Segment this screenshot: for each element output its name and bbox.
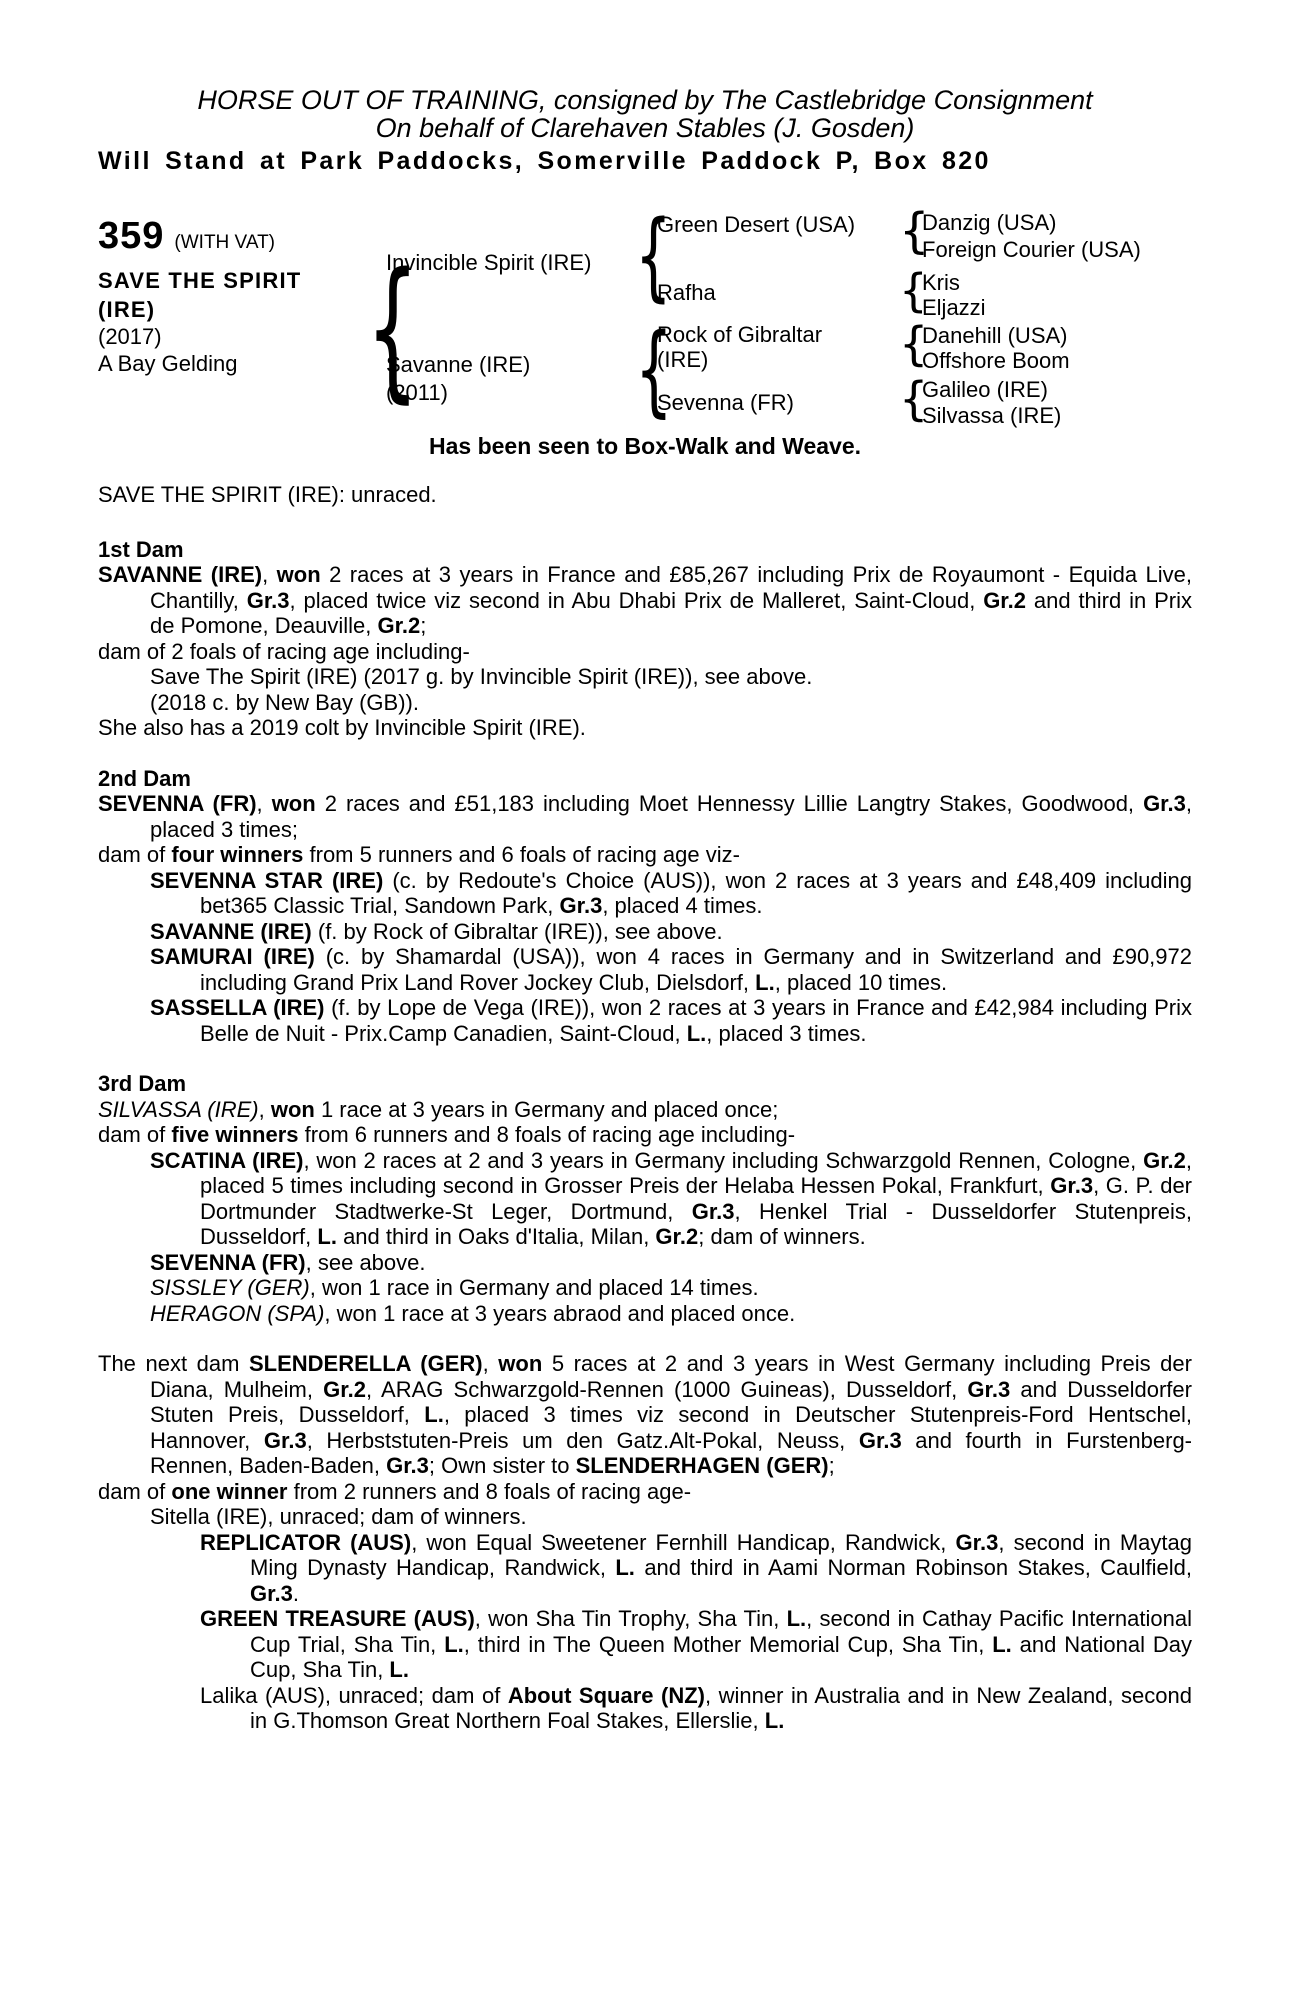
catalogue-paragraph: SASSELLA (IRE) (f. by Lope de Vega (IRE)), won 2 races at 3 years in France and £42,984 including Prix Belle de Nuit - Prix.Camp Canadien, Saint-Cloud, L., placed 3 times. — [150, 995, 1192, 1046]
catalogue-paragraph: SAMURAI (IRE) (c. by Shamardal (USA)), won 4 races in Germany and in Switzerland and £90,972 including Grand Prix Land Rover Jockey Club, Dielsdorf, L., placed 10 times. — [150, 944, 1192, 995]
horse-description: A Bay Gelding — [98, 351, 238, 376]
great-granddam-name: Foreign Courier (USA) — [922, 237, 1141, 262]
great-grandsire-name: Kris — [922, 270, 960, 295]
catalogue-paragraph: SEVENNA STAR (IRE) (c. by Redoute's Choice (AUS)), won 2 races at 3 years and £48,409 including bet365 Classic Trial, Sandown Park, Gr.3, placed 4 times. — [150, 867, 1192, 918]
horse-foaling-year: (2017) — [98, 324, 162, 349]
catalogue-paragraph: SISSLEY (GER), won 1 race in Germany and placed 14 times. — [150, 1275, 759, 1300]
horse-name: SAVE THE SPIRIT — [98, 268, 302, 293]
catalogue-paragraph: SEVENNA (FR), won 2 races and £51,183 including Moet Hennessy Lillie Langtry Stakes, Goodwood, Gr.3, placed 3 times; — [98, 791, 1192, 842]
catalogue-paragraph: REPLICATOR (AUS), won Equal Sweetener Fernhill Handicap, Randwick, Gr.3, second in Maytag Ming Dynasty Handicap, Randwick, L. and third in Aami Norman Robinson Stakes, Caulfield, Gr.3. — [200, 1529, 1192, 1606]
catalogue-paragraph: dam of four winners from 5 runners and 6 foals of racing age viz- — [98, 842, 740, 867]
dam-sections — [98, 537, 1192, 1734]
catalogue-paragraph: (2018 c. by New Bay (GB)). — [150, 689, 419, 715]
stand-location-line: Will Stand at Park Paddocks, Somerville Paddock P, Box 820 — [98, 147, 991, 175]
catalogue-paragraph: She also has a 2019 colt by Invincible Spirit (IRE). — [98, 715, 586, 740]
great-grandsire-name: Danehill (USA) — [922, 323, 1068, 348]
pedigree-section — [98, 1351, 1192, 1734]
pedigree-section — [98, 766, 1192, 1047]
consignor-line-2: On behalf of Clarehaven Stables (J. Gosden) — [375, 113, 915, 143]
catalogue-paragraph: GREEN TREASURE (AUS), won Sha Tin Trophy, Sha Tin, L., second in Cathay Pacific International Cup Trial, Sha Tin, L., third in The Queen Mother Memorial Cup, Sha Tin, L. and National Day Cup, Sha Tin, L. — [200, 1606, 1192, 1682]
catalogue-paragraph: Save The Spirit (IRE) (2017 g. by Invincible Spirit (IRE)), see above. — [150, 664, 813, 689]
dam-heading: 2nd Dam — [98, 765, 191, 791]
sire-dam-name: Rafha — [657, 280, 716, 305]
sire-name: Invincible Spirit (IRE) — [386, 250, 592, 275]
pedigree-section — [98, 1071, 1192, 1326]
great-granddam-name: Silvassa (IRE) — [922, 403, 1062, 428]
vendor-notice: Has been seen to Box-Walk and Weave. — [428, 433, 862, 459]
catalogue-paragraph: The next dam SLENDERELLA (GER), won 5 races at 2 and 3 years in West Germany including Preis der Diana, Mulheim, Gr.2, ARAG Schwarzgold-Rennen (1000 Guineas), Dusseldorf, Gr.3 and Dusseldorfer Stuten Preis, Dusseldorf, L., placed 3 times viz second in Deutscher Stutenpreis-Ford Hentschel, Hannover, Gr.3, Herbststuten-Preis um den Gatz.Alt-Pokal, Neuss, Gr.3 and fourth in Furstenberg-Rennen, Baden-Baden, Gr.3; Own sister to SLENDERHAGEN (GER); — [98, 1351, 1193, 1478]
catalogue-paragraph: dam of five winners from 6 runners and 8 foals of racing age including- — [98, 1122, 796, 1147]
lot-number: 359 — [98, 215, 165, 257]
dam-dam-name: Sevenna (FR) — [657, 390, 794, 415]
great-granddam-name: Offshore Boom — [922, 348, 1070, 373]
catalogue-paragraph: SILVASSA (IRE), won 1 race at 3 years in Germany and placed once; — [98, 1096, 779, 1122]
great-grandsire-name: Galileo (IRE) — [922, 377, 1048, 402]
dam-heading: 3rd Dam — [98, 1071, 187, 1096]
lot-vat-note: (WITH VAT) — [174, 232, 276, 253]
catalogue-paragraph: dam of 2 foals of racing age including- — [98, 638, 470, 664]
horse-name-suffix: (IRE) — [98, 297, 156, 322]
dam-sire-name: Rock of Gibraltar (IRE) — [657, 322, 823, 372]
pedigree-section — [98, 537, 1192, 741]
dam-heading: 1st Dam — [98, 536, 184, 562]
dam-year: (2011) — [386, 380, 448, 405]
catalogue-paragraph: SAVANNE (IRE) (f. by Rock of Gibraltar (IRE)), see above. — [150, 918, 723, 944]
catalogue-paragraph: SCATINA (IRE), won 2 races at 2 and 3 years in Germany including Schwarzgold Rennen, Cologne, Gr.2, placed 5 times including second in Grosser Preis der Helaba Hessen Pokal, Frankfurt, Gr.3, G. P. der Dortmunder Stadtwerke-St Leger, Dortmund, Gr.3, Henkel Trial - Dusseldorfer Stutenpreis, Dusseldorf, L. and third in Oaks d'Italia, Milan, Gr.2; dam of winners. — [150, 1147, 1193, 1249]
catalogue-paragraph: dam of one winner from 2 runners and 8 foals of racing age- — [98, 1478, 692, 1504]
great-grandsire-name: Danzig (USA) — [922, 210, 1057, 235]
great-granddam-name: Eljazzi — [922, 295, 986, 320]
catalogue-paragraph: Sitella (IRE), unraced; dam of winners. — [150, 1504, 527, 1529]
catalogue-paragraph: SAVANNE (IRE), won 2 races at 3 years in France and £85,267 including Prix de Royaumont - Equida Live, Chantilly, Gr.3, placed twice viz second in Abu Dhabi Prix de Malleret, Saint-Cloud, Gr.2 and third in Prix de Pomone, Deauville, Gr.2; — [98, 562, 1192, 638]
catalogue-paragraph: SEVENNA (FR), see above. — [150, 1249, 426, 1275]
lot-header — [98, 215, 275, 258]
dam-name: Savanne (IRE) — [386, 352, 531, 377]
catalogue-paragraph: HERAGON (SPA), won 1 race at 3 years abraod and placed once. — [150, 1300, 796, 1326]
sire-sire-name: Green Desert (USA) — [657, 212, 856, 237]
consignor-line-1: HORSE OUT OF TRAINING, consigned by The Castlebridge Consignment — [197, 85, 1093, 115]
pedigree-table — [98, 203, 1192, 433]
race-record: SAVE THE SPIRIT (IRE): unraced. — [98, 482, 437, 507]
catalogue-paragraph: Lalika (AUS), unraced; dam of About Square (NZ), winner in Australia and in New Zealand, second in G.Thomson Great Northern Foal Stakes, Ellerslie, L. — [200, 1682, 1192, 1733]
